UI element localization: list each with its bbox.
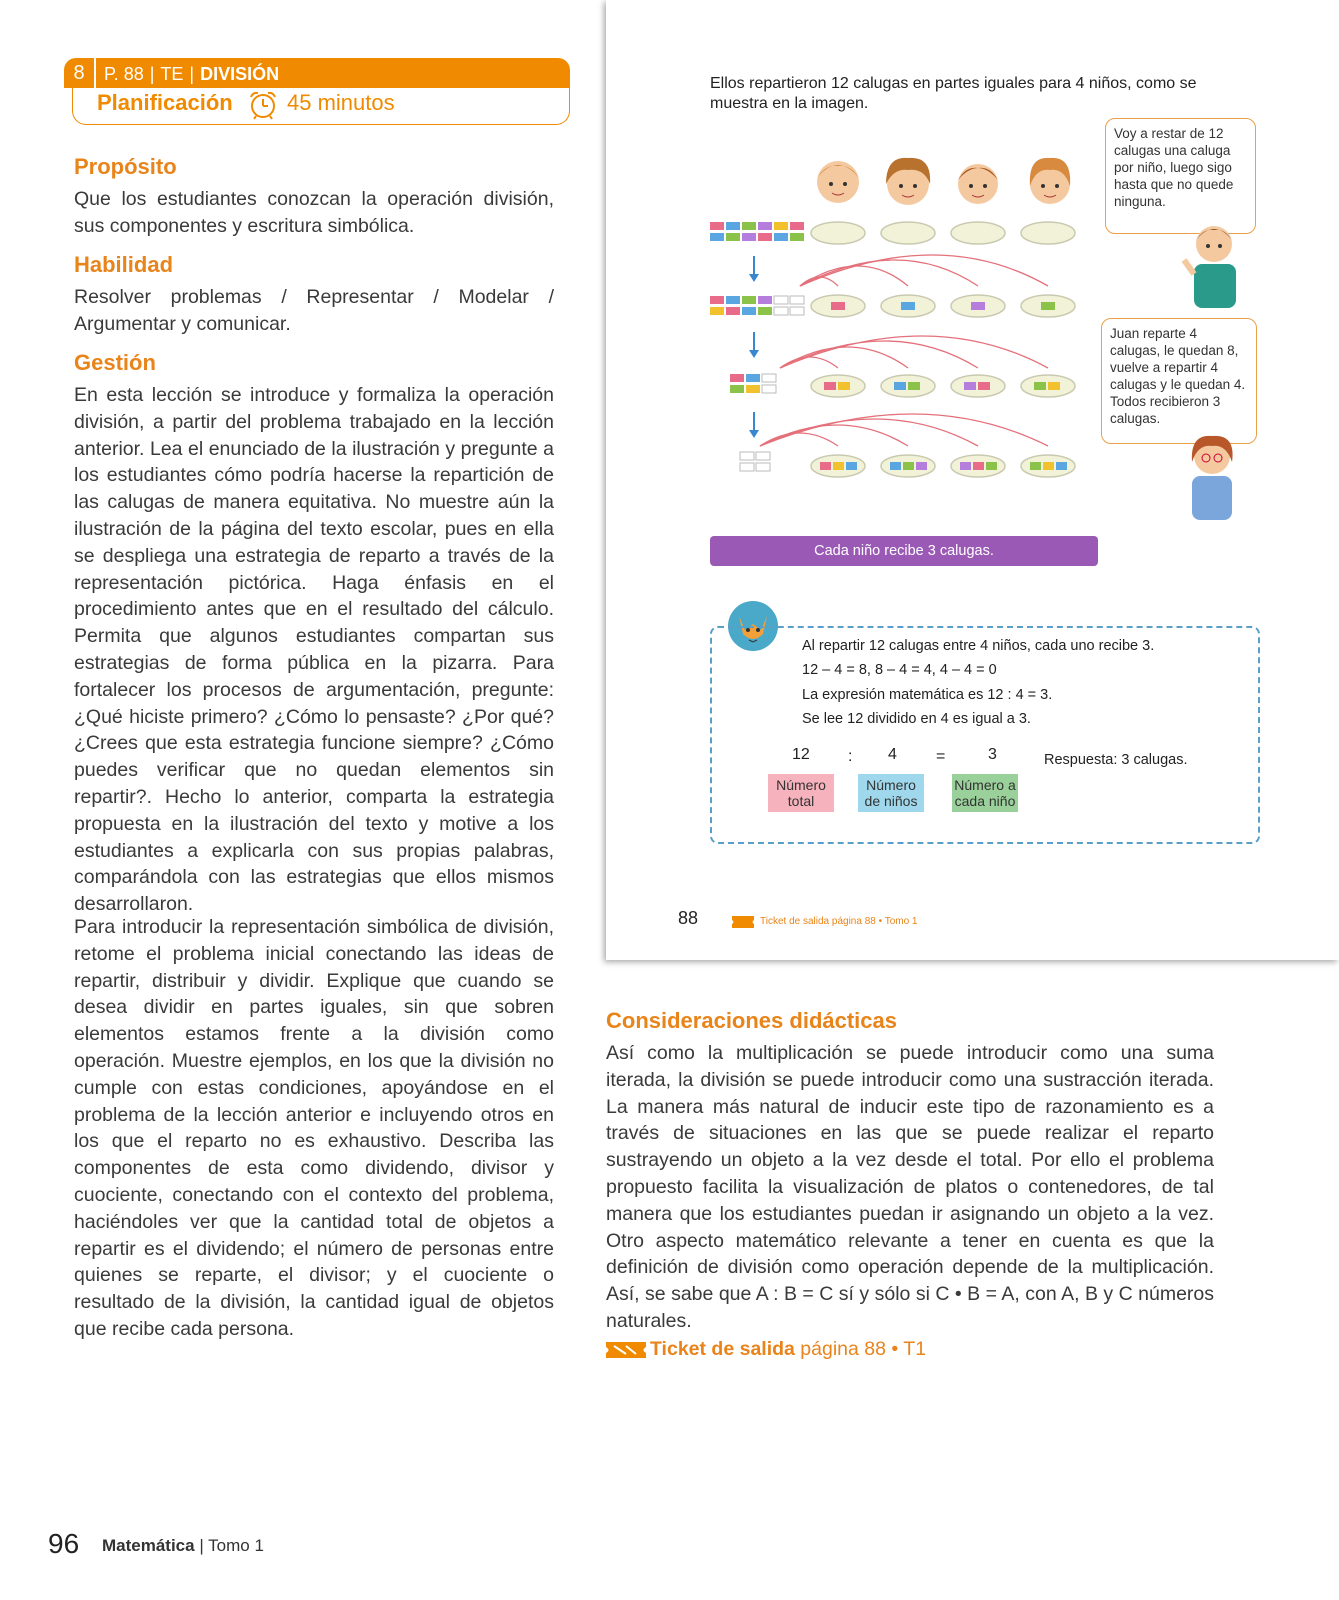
alarm-clock-icon <box>247 90 279 120</box>
divisor: 4 <box>888 746 897 763</box>
page-ref: P. 88 <box>104 64 144 84</box>
plan-duration: 45 minutos <box>287 90 395 115</box>
child-face-2 <box>886 158 930 205</box>
gestion-paragraph-2: Para introducir la representación simbólica de división, retome el problema inicial conectando las ideas de repartir, distribuir y dividir. Explique que cuando se desea dividir en partes iguales, sin que sobren elementos estamos frente a la división como operación. Muestre ejemplos, en los que la división no cumple con estas condiciones, apoyándose en el problema de la lección anterior e incluyendo otros en los que el reparto no es exhaustivo. Describa las componentes de esta como dividendo, divisor y cuociente, conectando con el contexto del problema, haciéndoles ver que la cantidad total de objetos a repartir es el dividendo; el número de personas entre quienes se reparte, el divisor; y el cuociente o resultado de la división, la cantidad igual de objetos que recibe cada persona. <box>74 916 554 1340</box>
label-numero-cada-nino: Número a cada niño <box>952 774 1018 812</box>
ticket-label: Ticket de salida <box>650 1338 795 1360</box>
summary-line-2: 12 – 4 = 8, 8 – 4 = 4, 4 – 4 = 0 <box>802 662 997 678</box>
plates-row-1 <box>811 222 1075 244</box>
gestion-title: Gestión <box>74 350 156 375</box>
header-meta: P. 88 | TE | DIVISIÓN <box>104 64 280 84</box>
plan-title: Planificación <box>97 90 233 115</box>
summary-line-4: Se lee 12 dividido en 4 es igual a 3. <box>802 711 1031 727</box>
candies-row-4 <box>740 452 770 471</box>
speech-bubble-girl: Juan reparte 4 calugas, le quedan 8, vuelve a repartir 4 calugas y le quedan 4. Todos recibieron 3 calugas. <box>1101 318 1257 444</box>
footer-page-number: 96 <box>48 1528 80 1559</box>
child-face-4 <box>1030 158 1070 204</box>
gestion-paragraph-1: En esta lección se introduce y formaliza la operación división, a partir del problema trabajado en la lección anterior. Lea el enunciado de la ilustración y pregunte a los estudiantes cómo podría hacerse la repartición de las calugas de manera equitativa. No muestre aún la ilustración de la página del texto escolar, pues en ella se despliega una estrategia de reparto a través de la representación pictórica. Haga énfasis en el procedimiento antes que en el resultado del cálculo. Permita que algunos estudiantes compartan sus estrategias de forma pública en la pizarra. Para fortalecer los procesos de argumentación, pregunte: ¿Qué hiciste primero? ¿Cómo lo pensaste? ¿Por qué? ¿Crees que esta estrategia funcione siempre? ¿Cómo puedes verificar que no quedan elementos sin repartir?. Hecho lo anterior, comparta la estrategia propuesta en la ilustración del texto y motive a los estudiantes a explicarla con sus propias palabras, comparándola con las estrategias que ellos mismos desarrollaron. <box>74 384 554 916</box>
consideraciones-text: Así como la multiplicación se puede introducir como una suma iterada, la división se puede introducir como una sustracción iterada. La manera más natural de inducir este tipo de razonamiento es a través de situaciones en las que se puede realizar el reparto sustrayendo un objeto a la vez desde el total. Por ello el problema propuesto facilita la visualización de platos o contenedores, de tal manera que los estudiantes puedan ir asignando un objeto a la vez. Otro aspecto matemático relevante a tener en cuenta es que la definición de división como operación depende de la multiplicación. Así, se sabe que A : B = C sí y sólo si C • B = A, con A, B y C números naturales. <box>606 1042 1214 1332</box>
curved-arrows-row-2 <box>800 255 1048 286</box>
candies-row-1 <box>710 222 804 241</box>
label-numero-ninos: Número de niños <box>858 774 924 812</box>
ticket-icon <box>732 916 754 928</box>
answer-text: Respuesta: 3 calugas. <box>1044 752 1188 768</box>
result-banner: Cada niño recibe 3 calugas. <box>710 536 1098 566</box>
proposito-title: Propósito <box>74 154 177 179</box>
footer-title <box>102 1536 264 1556</box>
summary-box <box>710 626 1260 844</box>
planning-row <box>72 86 570 125</box>
habilidad-title: Habilidad <box>74 252 174 277</box>
textbook-page <box>606 0 1339 960</box>
candies-row-3 <box>730 374 776 393</box>
down-arrow-icon <box>749 412 759 438</box>
book-page-number: 88 <box>678 908 699 928</box>
plates-row-2 <box>811 295 1075 317</box>
down-arrow-icon <box>749 332 759 358</box>
habilidad-text: Resolver problemas / Representar / Modelar / Argumentar y comunicar. <box>74 286 554 335</box>
speech-bubble-boy: Voy a restar de 12 calugas una caluga por niño, luego sigo hasta que no quede ninguna. <box>1105 118 1256 234</box>
sharing-illustration <box>710 150 1090 510</box>
girl-character <box>1180 432 1244 524</box>
curved-arrows-row-4 <box>760 414 1048 446</box>
topic: DIVISIÓN <box>200 64 280 84</box>
candies-row-2 <box>710 296 804 315</box>
footer-volume: Tomo 1 <box>208 1536 264 1555</box>
equals-sign: = <box>936 748 946 765</box>
footer-separator: | <box>194 1536 209 1555</box>
boy-character <box>1180 220 1244 312</box>
planning-header <box>64 58 570 126</box>
problem-statement: Ellos repartieron 12 calugas en partes iguales para 4 niños, como se muestra en la imagen. <box>710 75 1197 112</box>
label-numero-total: Número total <box>768 774 834 812</box>
curved-arrows-row-3 <box>780 336 1048 368</box>
consideraciones-title: Consideraciones didácticas <box>606 1008 897 1033</box>
footer-subject: Matemática <box>102 1536 195 1555</box>
dividend: 12 <box>792 746 810 763</box>
division-colon: : <box>848 748 853 765</box>
lesson-number: 8 <box>64 58 96 88</box>
ticket-page: página 88 • T1 <box>794 1338 927 1360</box>
header-bar <box>64 58 570 88</box>
child-face-3 <box>958 164 998 204</box>
quotient: 3 <box>988 746 997 763</box>
summary-line-3: La expresión matemática es 12 : 4 = 3. <box>802 687 1053 703</box>
ticket-icon <box>606 1340 646 1360</box>
proposito-text: Que los estudiantes conozcan la operación división, sus componentes y escritura simbólica. <box>74 188 554 237</box>
down-arrow-icon <box>749 256 759 282</box>
ticket-reference-small: Ticket de salida página 88 • Tomo 1 <box>760 916 918 927</box>
summary-line-1: Al repartir 12 calugas entre 4 niños, cada uno recibe 3. <box>802 638 1155 654</box>
child-face-1 <box>817 161 859 203</box>
ticket-de-salida <box>650 1338 926 1361</box>
te-label: TE <box>160 64 184 84</box>
